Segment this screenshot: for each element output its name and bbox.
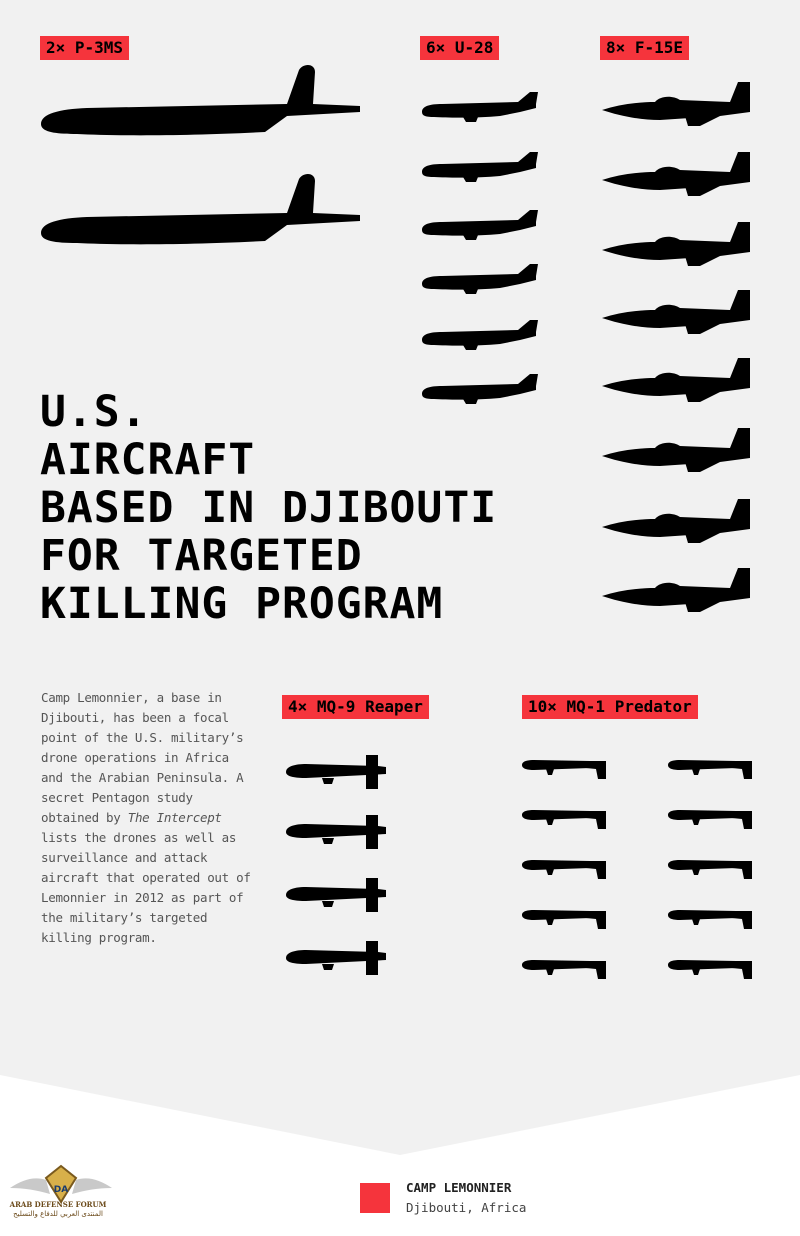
p3-orion-aircraft-icon <box>37 64 367 154</box>
f15e-jet-icon <box>600 220 755 270</box>
p3-label: 2× P-3MS <box>40 36 129 60</box>
f15e-jet-icon <box>600 566 755 616</box>
title-line-4: FOR TARGETED <box>40 531 363 581</box>
mq1-predator-drone-icon <box>666 805 756 829</box>
mq1-predator-drone-icon <box>666 955 756 979</box>
intro-text-1: Camp Lemonnier, a base in Djibouti, has been a focal point of the U.S. military’s drone operations in Africa and the Arabian Peninsula. A secret Pentagon study obtained by <box>41 690 244 825</box>
mq1-predator-drone-icon <box>520 955 610 979</box>
f15e-jet-icon <box>600 497 755 547</box>
mq1-predator-drone-icon <box>520 755 610 779</box>
mq9-reaper-drone-icon <box>282 752 392 790</box>
mq9-reaper-drone-icon <box>282 812 392 850</box>
page-title <box>40 388 497 628</box>
mq1-predator-drone-icon <box>520 905 610 929</box>
title-line-2: AIRCRAFT <box>40 435 256 485</box>
u28-aircraft-icon <box>420 150 540 184</box>
mq9-reaper-drone-icon <box>282 875 392 913</box>
u28-aircraft-icon <box>420 318 540 352</box>
legend-subtitle: Djibouti, Africa <box>406 1200 527 1215</box>
mq9-reaper-drone-icon <box>282 938 392 976</box>
u28-aircraft-icon <box>420 262 540 296</box>
title-line-5: KILLING PROGRAM <box>40 579 444 629</box>
f15e-jet-icon <box>600 288 755 338</box>
mq1-predator-drone-icon <box>666 755 756 779</box>
intro-text-2: lists the drones as well as surveillance and attack aircraft that operated out of Lemonnier in 2012 as part of the military’s targeted killing program. <box>41 830 251 945</box>
intro-paragraph <box>41 688 251 948</box>
intro-publication: The Intercept <box>127 810 222 825</box>
predator-label: 10× MQ-1 Predator <box>522 695 698 719</box>
mq1-predator-drone-icon <box>520 855 610 879</box>
mq1-predator-drone-icon <box>520 805 610 829</box>
reaper-label: 4× MQ-9 Reaper <box>282 695 429 719</box>
legend-square-icon <box>360 1183 390 1213</box>
u28-aircraft-icon <box>420 372 540 406</box>
f15e-jet-icon <box>600 80 755 130</box>
title-line-1: U.S. <box>40 387 148 437</box>
u28-label: 6× U-28 <box>420 36 499 60</box>
watermark-name: ARAB DEFENSE FORUM <box>9 1200 107 1209</box>
f15-label: 8× F-15E <box>600 36 689 60</box>
u28-aircraft-icon <box>420 208 540 242</box>
title-line-3: BASED IN DJIBOUTI <box>40 483 498 533</box>
p3-orion-aircraft-icon <box>37 173 367 263</box>
svg-text:DA: DA <box>53 1185 69 1195</box>
mq1-predator-drone-icon <box>666 855 756 879</box>
arab-defense-forum-logo <box>6 1158 116 1234</box>
legend-title: CAMP LEMONNIER <box>406 1180 512 1195</box>
f15e-jet-icon <box>600 150 755 200</box>
u28-aircraft-icon <box>420 90 540 124</box>
watermark-arabic: المنتدى العربي للدفاع والتسليح <box>13 1210 103 1218</box>
f15e-jet-icon <box>600 356 755 406</box>
f15e-jet-icon <box>600 426 755 476</box>
mq1-predator-drone-icon <box>666 905 756 929</box>
